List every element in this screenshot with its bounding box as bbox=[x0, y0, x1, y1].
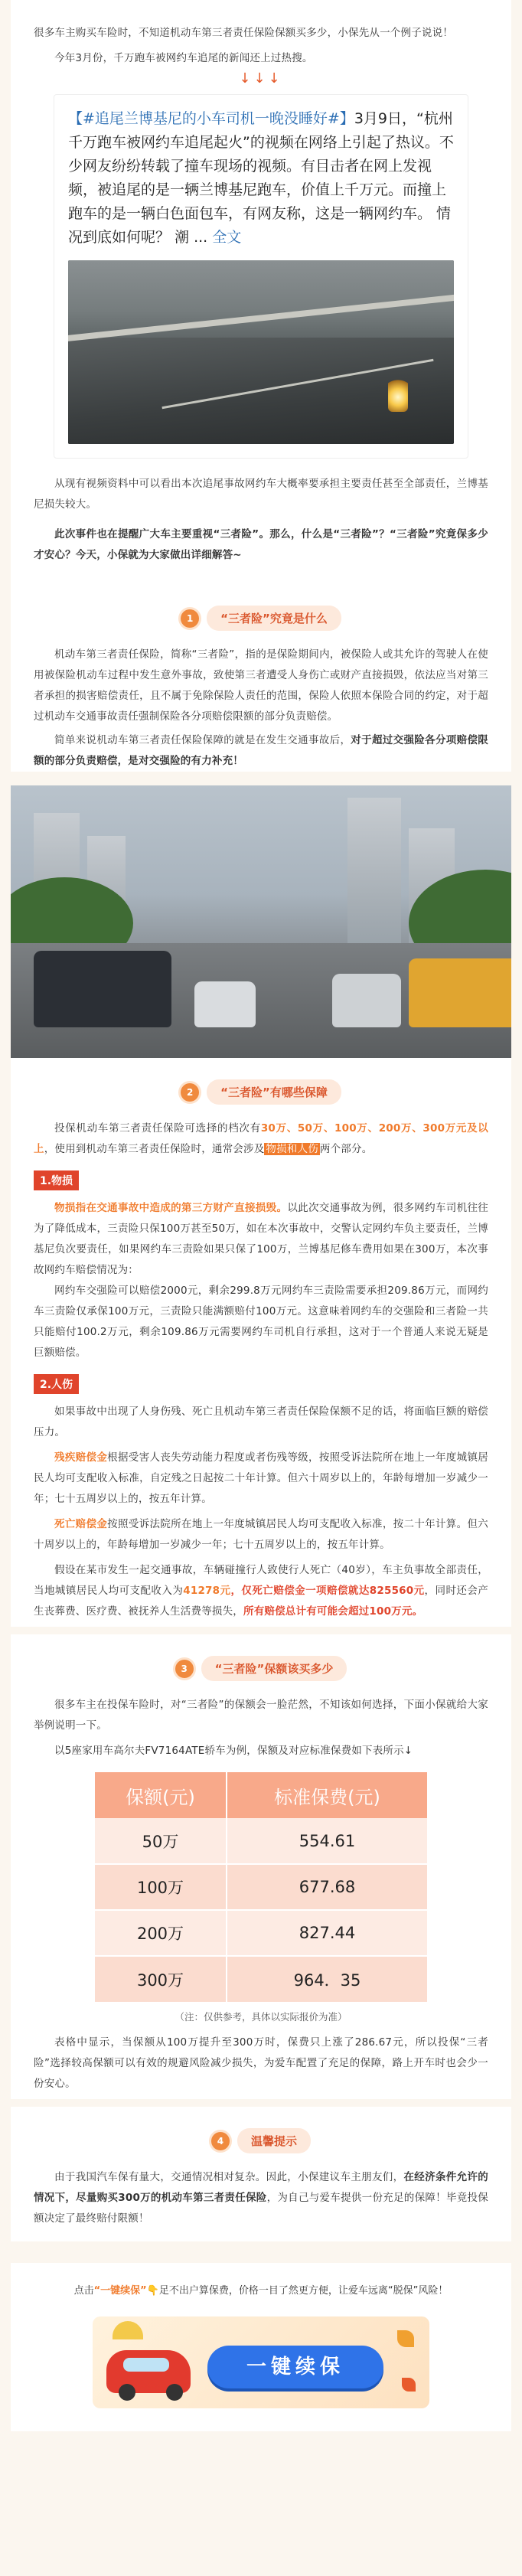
weibo-body: 3月9日，“杭州千万跑车被网约车追尾起火”的视频在网络上引起了热议。不少网友纷纷转载了撞车现场的视频。有目击者在网上发视频，被追尾的是一辆兰博基尼跑车，价值上千万元。而撞上跑车的是一辆白色面包车，有网友称，这是一辆网约车。 情况到底如何呢？ 潮 ... bbox=[68, 110, 454, 246]
traffic-photo bbox=[11, 785, 511, 1058]
leaf-icon bbox=[402, 2378, 416, 2392]
section-number-badge: 3 bbox=[175, 1660, 194, 1678]
wheel-icon bbox=[166, 2384, 183, 2401]
car-black-suv bbox=[34, 951, 171, 1027]
table-cell: 554.61 bbox=[227, 1818, 427, 1864]
footer-card bbox=[11, 2263, 511, 2431]
renew-button[interactable]: 一键续保 bbox=[207, 2346, 383, 2388]
weibo-video-thumbnail[interactable] bbox=[68, 260, 454, 444]
intro-paragraph-2: 今年3月份，千万跑车被网约车追尾的新闻还上过热搜。 bbox=[54, 52, 313, 64]
table-header: 保额(元) bbox=[95, 1772, 227, 1818]
wheel-icon bbox=[119, 2384, 135, 2401]
subheading-property-damage: 1.物损 bbox=[34, 1170, 79, 1190]
s2-injury-paragraph-1: 如果事故中出现了人身伤残、死亡且机动车第三者责任保险保额不足的话，将面临巨额的赔偿压力。 bbox=[34, 1406, 488, 1438]
section-number-badge: 1 bbox=[181, 609, 199, 628]
after-video-paragraph-2: 此次事件也在提醒广大车主要重视“三者险”。那么，什么是“三者险”？“三者险”究竟保多少才安心？今天，小保就为大家做出详细解答~ bbox=[34, 528, 488, 561]
table-cell: 50万 bbox=[95, 1818, 227, 1864]
leaf-icon bbox=[397, 2330, 414, 2347]
s1-paragraph-2: 简单来说机动车第三者责任保险保障的就是在发生交通事故后，对于超过交强险各分项赔偿限额的部分负责赔偿，是对交强险的有力补充！ bbox=[34, 734, 488, 767]
s2-injury-paragraph-4: 假设在某市发生一起交通事故，车辆碰撞行人致使行人死亡（40岁），车主负事故全部责任，当地城镇居民人均可支配收入为41278元，仅死亡赔偿金一项赔偿就达825560元，同时还会产生丧葬费、医疗费、被抚养人生活费等损失，所有赔偿总计有可能会超过100万元。 bbox=[34, 1564, 488, 1618]
section-3 bbox=[11, 1634, 511, 2099]
s4-paragraph-1: 由于我国汽车保有量大，交通情况相对复杂。因此，小保建议车主朋友们，在经济条件允许的情况下，尽量购买300万的机动车第三者责任保险，为自己与爱车提供一份充足的保障！毕竟投保额决定了最终赔付限额！ bbox=[34, 2171, 489, 2225]
car-white bbox=[194, 981, 256, 1027]
s3-paragraph-1: 很多车主在投保车险时，对“三者险”的保额会一脸茫然，不知该如何选择，下面小保就给大家举例说明一下。 bbox=[34, 1699, 488, 1732]
section-2 bbox=[11, 1058, 511, 1627]
weibo-hashtag[interactable]: 【#追尾兰博基尼的小车司机一晚没睡好#】 bbox=[68, 110, 354, 127]
section-title: “三者险”究竟是什么 bbox=[207, 606, 341, 631]
weibo-post-card[interactable] bbox=[54, 94, 468, 459]
premium-table bbox=[95, 1772, 427, 2002]
s3-paragraph-2: 以5座家用车高尔夫FV7164ATE轿车为例，保额及对应标准保费如下表所示↓ bbox=[54, 1745, 413, 1757]
s2-property-paragraph-1: 物损指在交通事故中造成的第三方财产直接损毁。以此次交通事故为例，很多网约车司机往往为了降低成本，三责险只保100万甚至50万，如在本次事故中，交警认定网约车负主要责任，兰博基尼负次要责任，如果网约车三责险如果只保了100万，兰博基尼修车费用如果在300万，本次事故网约车赔偿情况为： bbox=[34, 1202, 488, 1276]
weibo-post-text bbox=[68, 107, 454, 250]
s2-injury-paragraph-2: 残疾赔偿金根据受害人丧失劳动能力程度或者伤残等级，按照受诉法院所在地上一年度城镇居民人均可支配收入标准，自定残之日起按二十年计算。但六十周岁以上的，年龄每增加一岁减少一年；七十五周岁以上的，按五年计算。 bbox=[34, 1451, 489, 1505]
table-row bbox=[95, 1956, 427, 2002]
section-title: “三者险”保额该买多少 bbox=[201, 1656, 347, 1681]
table-cell: 300万 bbox=[95, 1956, 227, 2002]
section-number-badge: 2 bbox=[181, 1083, 199, 1102]
table-row bbox=[95, 1910, 427, 1956]
s2-injury-paragraph-3: 死亡赔偿金按照受诉法院所在地上一年度城镇居民人均可支配收入标准，按二十年计算。但六十周岁以上的，年龄每增加一岁减少一年；七十五周岁以上的，按五年计算。 bbox=[34, 1518, 489, 1551]
video-burning-car bbox=[388, 375, 408, 412]
s3-paragraph-3: 表格中显示，当保额从100万提升至300万时，保费只上涨了286.67元，所以投保“三者险”选择较高保额可以有效的规避风险减少损失，为爱车配置了充足的保障，路上开车时也会少一份安心。 bbox=[34, 2036, 488, 2090]
section-title: 温馨提示 bbox=[237, 2128, 311, 2153]
table-cell: 100万 bbox=[95, 1864, 227, 1910]
s1-paragraph-1: 机动车第三者责任保险，简称“三者险”，指的是保险期间内，被保险人或其允许的驾驶人在使用被保险机动车过程中发生意外事故，致使第三者遭受人身伤亡或财产直接损毁，依法应当对第三者承担的损害赔偿责任，且不属于免除保险人责任的范围，保险人依照本保险合同的约定，对于超过机动车交通事故责任强制保险各分项赔偿限额的部分负责赔偿。 bbox=[34, 648, 488, 723]
car-white bbox=[332, 974, 401, 1027]
s2-paragraph-1: 投保机动车第三者责任保险可选择的档次有30万、50万、100万、200万、300万元及以上，使用到机动车第三者责任保险时，通常会涉及 物损和人伤 两个部分。 bbox=[34, 1122, 488, 1155]
subheading-personal-injury: 2.人伤 bbox=[34, 1374, 79, 1394]
car-taxi bbox=[409, 958, 511, 1027]
table-cell: 677.68 bbox=[227, 1864, 427, 1910]
down-arrows-icon: ↓↓↓ bbox=[239, 70, 283, 87]
section-4 bbox=[11, 2107, 511, 2241]
building bbox=[347, 798, 401, 943]
table-row bbox=[95, 1864, 427, 1910]
renew-banner[interactable] bbox=[93, 2316, 429, 2408]
intro-paragraph-1: 很多车主购买车险时，不知道机动车第三者责任保险保额买多少，小保先从一个例子说说！ bbox=[34, 27, 453, 39]
section-number-badge: 4 bbox=[211, 2132, 230, 2150]
footer-text: 点击“一键续保”👇足不出户算保费，价格一目了然更方便，让爱车远离“脱保”风险！ bbox=[73, 2285, 449, 2297]
table-header: 标准保费(元) bbox=[227, 1772, 427, 1818]
intro-card bbox=[11, 0, 511, 584]
umbrella-icon bbox=[113, 2321, 143, 2339]
table-cell: 964．35 bbox=[227, 1956, 427, 2002]
weibo-more-link[interactable]: 全文 bbox=[212, 229, 242, 246]
table-note: （注：仅供参考，具体以实际报价为准） bbox=[175, 2011, 347, 2023]
section-title: “三者险”有哪些保障 bbox=[207, 1079, 341, 1105]
after-video-paragraph-1: 从现有视频资料中可以看出本次追尾事故网约车大概率要承担主要责任甚至全部责任，兰博基尼损失较大。 bbox=[34, 478, 488, 511]
s2-property-paragraph-2: 网约车交强险可以赔偿2000元，剩余299.8万元网约车三责险需要承担209.86万元，而网约车三责险仅承保100万元，三责险只能满额赔付100万元。这意味着网约车的交强险和三者险一共只能赔付100.2万元，剩余109.86万元需要网约车司机自行承担，这对于一个普通人来说无疑是巨额赔偿。 bbox=[34, 1285, 488, 1359]
table-cell: 200万 bbox=[95, 1910, 227, 1956]
table-cell: 827.44 bbox=[227, 1910, 427, 1956]
section-1 bbox=[11, 584, 511, 772]
table-row bbox=[95, 1818, 427, 1864]
